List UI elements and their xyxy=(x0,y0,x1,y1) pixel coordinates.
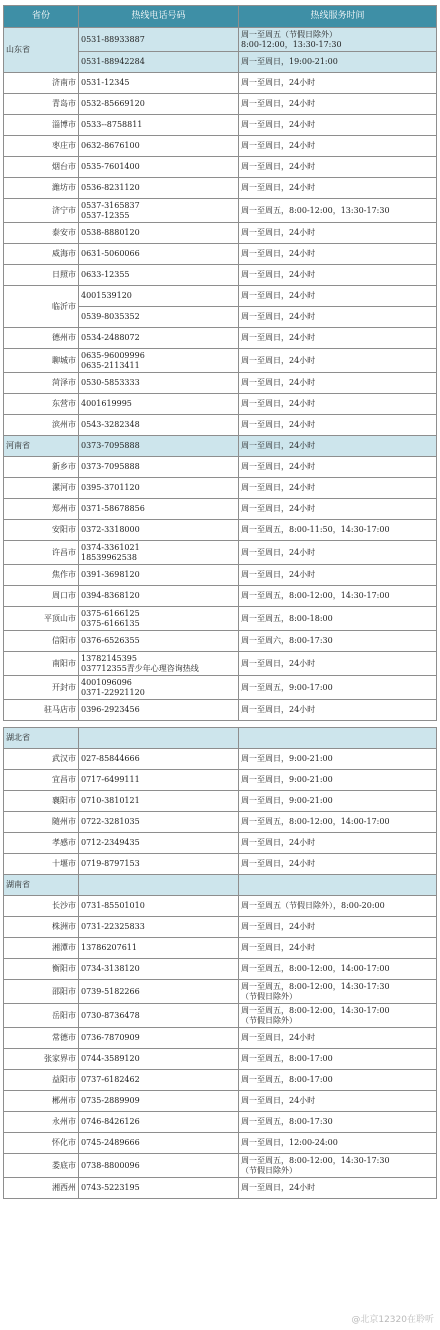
phone-number: 0633-12355 xyxy=(79,265,239,286)
service-hours: 周一至周五（节假日除外），8:00-20:00 xyxy=(239,896,437,917)
city-name: 东营市 xyxy=(4,394,79,415)
province-name: 山东省 xyxy=(4,28,79,73)
table-row xyxy=(4,631,437,652)
phone-number xyxy=(79,728,239,749)
phone-number: 0534-2488072 xyxy=(79,328,239,349)
province-name: 河南省 xyxy=(4,436,79,457)
phone-number: 0736-7870909 xyxy=(79,1028,239,1049)
table-row xyxy=(4,94,437,115)
phone-number: 0635-96009996 0635-2113411 xyxy=(79,349,239,373)
city-name: 邵阳市 xyxy=(4,980,79,1004)
phone-number: 0731-22325833 xyxy=(79,917,239,938)
phone-number: 0710-3810121 xyxy=(79,791,239,812)
service-hours: 周一至周日，24小时 xyxy=(239,328,437,349)
service-hours: 周一至周日，24小时 xyxy=(239,178,437,199)
city-name: 株洲市 xyxy=(4,917,79,938)
table-row xyxy=(4,959,437,980)
city-name: 襄阳市 xyxy=(4,791,79,812)
city-name: 青岛市 xyxy=(4,94,79,115)
service-hours xyxy=(239,728,437,749)
city-name: 十堰市 xyxy=(4,854,79,875)
table-row xyxy=(4,1004,437,1028)
service-hours: 周一至周日，24小时 xyxy=(239,373,437,394)
service-hours: 周一至周五，8:00-12:00，14:30-17:30 （节假日除外） xyxy=(239,980,437,1004)
service-hours xyxy=(239,875,437,896)
phone-number: 0374-3361021 18539962538 xyxy=(79,541,239,565)
service-hours: 周一至周五，9:00-17:00 xyxy=(239,676,437,700)
service-hours: 周一至周日，24小时 xyxy=(239,115,437,136)
phone-number: 0538-8880120 xyxy=(79,223,239,244)
phone-number: 0530-5853333 xyxy=(79,373,239,394)
service-hours: 周一至周日，24小时 xyxy=(239,94,437,115)
phone-number: 0373-7095888 xyxy=(79,457,239,478)
city-name: 湘西州 xyxy=(4,1178,79,1199)
city-name: 益阳市 xyxy=(4,1070,79,1091)
city-name: 永州市 xyxy=(4,1112,79,1133)
phone-number: 0376-6526355 xyxy=(79,631,239,652)
city-name: 菏泽市 xyxy=(4,373,79,394)
table-row xyxy=(4,938,437,959)
table-row xyxy=(4,157,437,178)
table-row xyxy=(4,652,437,676)
table-row xyxy=(4,265,437,286)
service-hours: 周一至周五，8:00-17:30 xyxy=(239,1112,437,1133)
phone-number: 0537-3165837 0537-12355 xyxy=(79,199,239,223)
city-name: 衡阳市 xyxy=(4,959,79,980)
phone-number: 0735-2889909 xyxy=(79,1091,239,1112)
service-hours: 周一至周日，24小时 xyxy=(239,157,437,178)
city-name: 聊城市 xyxy=(4,349,79,373)
service-hours: 周一至周五，8:00-11:50，14:30-17:00 xyxy=(239,520,437,541)
table-row xyxy=(4,520,437,541)
table-row xyxy=(4,223,437,244)
city-name: 随州市 xyxy=(4,812,79,833)
table-row xyxy=(4,349,437,373)
service-hours: 周一至周六，8:00-17:30 xyxy=(239,631,437,652)
phone-number: 0543-3282348 xyxy=(79,415,239,436)
city-name: 郴州市 xyxy=(4,1091,79,1112)
service-hours: 周一至周五，8:00-12:00，14:00-17:00 xyxy=(239,812,437,833)
table-row xyxy=(4,607,437,631)
table-row xyxy=(4,373,437,394)
table-row xyxy=(4,499,437,520)
province-row xyxy=(4,436,437,457)
city-name: 娄底市 xyxy=(4,1154,79,1178)
phone-number: 0531-88942284 xyxy=(79,52,239,73)
phone-number: 0734-3138120 xyxy=(79,959,239,980)
phone-number: 0730-8736478 xyxy=(79,1004,239,1028)
table-row xyxy=(4,328,437,349)
table-row xyxy=(4,115,437,136)
phone-number: 0632-8676100 xyxy=(79,136,239,157)
phone-number: 13786207611 xyxy=(79,938,239,959)
phone-number: 0532-85669120 xyxy=(79,94,239,115)
service-hours: 周一至周日，12:00-24:00 xyxy=(239,1133,437,1154)
city-name: 孝感市 xyxy=(4,833,79,854)
phone-number: 0712-2349435 xyxy=(79,833,239,854)
service-hours: 周一至周五，8:00-12:00，14:30-17:30 （节假日除外） xyxy=(239,1154,437,1178)
service-hours: 周一至周日，24小时 xyxy=(239,457,437,478)
phone-number: 0371-58678856 xyxy=(79,499,239,520)
city-name: 新乡市 xyxy=(4,457,79,478)
watermark: @北京12320在聆听 xyxy=(351,1315,434,1325)
table-row xyxy=(4,244,437,265)
service-hours: 周一至周五，8:00-12:00，14:30-17:00 xyxy=(239,586,437,607)
table-row xyxy=(4,286,437,307)
service-hours: 周一至周日，24小时 xyxy=(239,1178,437,1199)
phone-number: 0739-5182266 xyxy=(79,980,239,1004)
city-name: 常德市 xyxy=(4,1028,79,1049)
service-hours: 周一至周日，9:00-21:00 xyxy=(239,770,437,791)
phone-number: 0536-8231120 xyxy=(79,178,239,199)
phone-number: 0717-6499111 xyxy=(79,770,239,791)
phone-number: 0738-8800096 xyxy=(79,1154,239,1178)
service-hours: 周一至周日，24小时 xyxy=(239,541,437,565)
service-hours: 周一至周日，19:00-21:00 xyxy=(239,52,437,73)
city-name: 滨州市 xyxy=(4,415,79,436)
phone-number xyxy=(79,875,239,896)
city-name: 威海市 xyxy=(4,244,79,265)
phone-number: 0631-5060066 xyxy=(79,244,239,265)
table-row xyxy=(4,980,437,1004)
service-hours: 周一至周日，24小时 xyxy=(239,286,437,307)
service-hours: 周一至周五，8:00-17:00 xyxy=(239,1070,437,1091)
city-name: 济宁市 xyxy=(4,199,79,223)
table-row xyxy=(4,854,437,875)
table-row xyxy=(4,676,437,700)
phone-number: 0722-3281035 xyxy=(79,812,239,833)
phone-number: 4001096096 0371-22921120 xyxy=(79,676,239,700)
phone-number: 0746-8426126 xyxy=(79,1112,239,1133)
city-name: 临沂市 xyxy=(4,286,79,328)
service-hours: 周一至周日，24小时 xyxy=(239,917,437,938)
city-name: 淄博市 xyxy=(4,115,79,136)
service-hours: 周一至周五，8:00-12:00，13:30-17:30 xyxy=(239,199,437,223)
city-name: 怀化市 xyxy=(4,1133,79,1154)
city-name: 南阳市 xyxy=(4,652,79,676)
table-row xyxy=(4,457,437,478)
city-name: 开封市 xyxy=(4,676,79,700)
service-hours: 周一至周日，24小时 xyxy=(239,700,437,721)
phone-number: 0391-3698120 xyxy=(79,565,239,586)
city-name: 长沙市 xyxy=(4,896,79,917)
service-hours: 周一至周五，8:00-12:00，14:30-17:00 （节假日除外） xyxy=(239,1004,437,1028)
table-row xyxy=(4,833,437,854)
service-hours: 周一至周日，24小时 xyxy=(239,223,437,244)
table-row xyxy=(4,415,437,436)
table-row xyxy=(4,199,437,223)
table-row xyxy=(4,178,437,199)
city-name: 德州市 xyxy=(4,328,79,349)
service-hours: 周一至周五，8:00-18:00 xyxy=(239,607,437,631)
header-province: 省份 xyxy=(4,6,79,28)
city-name: 湘潭市 xyxy=(4,938,79,959)
phone-number: 0535-7601400 xyxy=(79,157,239,178)
table-row xyxy=(4,1154,437,1178)
service-hours: 周一至周日，24小时 xyxy=(239,1028,437,1049)
service-hours: 周一至周日，24小时 xyxy=(239,652,437,676)
service-hours: 周一至周日，24小时 xyxy=(239,415,437,436)
city-name: 泰安市 xyxy=(4,223,79,244)
city-name: 日照市 xyxy=(4,265,79,286)
table-row xyxy=(4,478,437,499)
table-row xyxy=(4,541,437,565)
phone-number: 0373-7095888 xyxy=(79,436,239,457)
service-hours: 周一至周日，24小时 xyxy=(239,73,437,94)
province-name: 湖南省 xyxy=(4,875,79,896)
phone-number: 4001619995 xyxy=(79,394,239,415)
service-hours: 周一至周日，24小时 xyxy=(239,1091,437,1112)
service-hours: 周一至周日，24小时 xyxy=(239,244,437,265)
city-name: 济南市 xyxy=(4,73,79,94)
service-hours: 周一至周五，8:00-17:00 xyxy=(239,1049,437,1070)
phone-number: 0539-8035352 xyxy=(79,307,239,328)
service-hours: 周一至周日，24小时 xyxy=(239,833,437,854)
province-row xyxy=(4,875,437,896)
table-row xyxy=(4,917,437,938)
table-row xyxy=(4,700,437,721)
table-body xyxy=(4,28,437,1199)
city-name: 岳阳市 xyxy=(4,1004,79,1028)
phone-number: 0372-3318000 xyxy=(79,520,239,541)
hotline-table xyxy=(3,5,437,1199)
phone-number: 13782145395 037712355青少年心理咨询热线 xyxy=(79,652,239,676)
table-row xyxy=(4,770,437,791)
table-row xyxy=(4,1028,437,1049)
service-hours: 周一至周日，24小时 xyxy=(239,565,437,586)
city-name: 枣庄市 xyxy=(4,136,79,157)
phone-number: 0531-88933887 xyxy=(79,28,239,52)
service-hours: 周一至周日，24小时 xyxy=(239,436,437,457)
table-row xyxy=(4,73,437,94)
service-hours: 周一至周日，24小时 xyxy=(239,265,437,286)
header-phone: 热线电话号码 xyxy=(79,6,239,28)
table-row xyxy=(4,586,437,607)
phone-number: 0396-2923456 xyxy=(79,700,239,721)
table-row xyxy=(4,791,437,812)
province-name: 湖北省 xyxy=(4,728,79,749)
service-hours: 周一至周日，24小时 xyxy=(239,478,437,499)
city-name: 驻马店市 xyxy=(4,700,79,721)
service-hours: 周一至周日，24小时 xyxy=(239,136,437,157)
city-name: 张家界市 xyxy=(4,1049,79,1070)
city-name: 平顶山市 xyxy=(4,607,79,631)
province-row xyxy=(4,28,437,52)
city-name: 郑州市 xyxy=(4,499,79,520)
table-header-row xyxy=(4,6,437,28)
phone-number: 0531-12345 xyxy=(79,73,239,94)
city-name: 武汉市 xyxy=(4,749,79,770)
service-hours: 周一至周五（节假日除外） 8:00-12:00，13:30-17:30 xyxy=(239,28,437,52)
table-row xyxy=(4,812,437,833)
phone-number: 0533--8758811 xyxy=(79,115,239,136)
phone-number: 0731-85501010 xyxy=(79,896,239,917)
city-name: 信阳市 xyxy=(4,631,79,652)
table-row xyxy=(4,896,437,917)
city-name: 宜昌市 xyxy=(4,770,79,791)
table-row xyxy=(4,394,437,415)
section-gap xyxy=(4,721,437,728)
table-row xyxy=(4,1049,437,1070)
city-name: 许昌市 xyxy=(4,541,79,565)
phone-number: 0737-6182462 xyxy=(79,1070,239,1091)
table-row xyxy=(4,1133,437,1154)
table-row xyxy=(4,1070,437,1091)
phone-number: 0375-6166125 0375-6166135 xyxy=(79,607,239,631)
table-row xyxy=(4,565,437,586)
phone-number: 0394-8368120 xyxy=(79,586,239,607)
section-gap-cell xyxy=(4,721,437,728)
city-name: 烟台市 xyxy=(4,157,79,178)
service-hours: 周一至周日，24小时 xyxy=(239,307,437,328)
service-hours: 周一至周日，24小时 xyxy=(239,854,437,875)
phone-number: 4001539120 xyxy=(79,286,239,307)
phone-number: 0743-5223195 xyxy=(79,1178,239,1199)
phone-number: 0719-8797153 xyxy=(79,854,239,875)
service-hours: 周一至周日，24小时 xyxy=(239,499,437,520)
table-row xyxy=(4,1091,437,1112)
city-name: 周口市 xyxy=(4,586,79,607)
service-hours: 周一至周五，8:00-12:00，14:00-17:00 xyxy=(239,959,437,980)
phone-number: 027-85844666 xyxy=(79,749,239,770)
province-row xyxy=(4,728,437,749)
table-row xyxy=(4,749,437,770)
service-hours: 周一至周日，24小时 xyxy=(239,938,437,959)
table-row xyxy=(4,1112,437,1133)
service-hours: 周一至周日，24小时 xyxy=(239,394,437,415)
service-hours: 周一至周日，9:00-21:00 xyxy=(239,791,437,812)
service-hours: 周一至周日，24小时 xyxy=(239,349,437,373)
table-row xyxy=(4,136,437,157)
phone-number: 0744-3589120 xyxy=(79,1049,239,1070)
city-name: 安阳市 xyxy=(4,520,79,541)
header-service: 热线服务时间 xyxy=(239,6,437,28)
phone-number: 0395-3701120 xyxy=(79,478,239,499)
city-name: 潍坊市 xyxy=(4,178,79,199)
city-name: 焦作市 xyxy=(4,565,79,586)
city-name: 漯河市 xyxy=(4,478,79,499)
service-hours: 周一至周日，9:00-21:00 xyxy=(239,749,437,770)
phone-number: 0745-2489666 xyxy=(79,1133,239,1154)
table-row xyxy=(4,1178,437,1199)
